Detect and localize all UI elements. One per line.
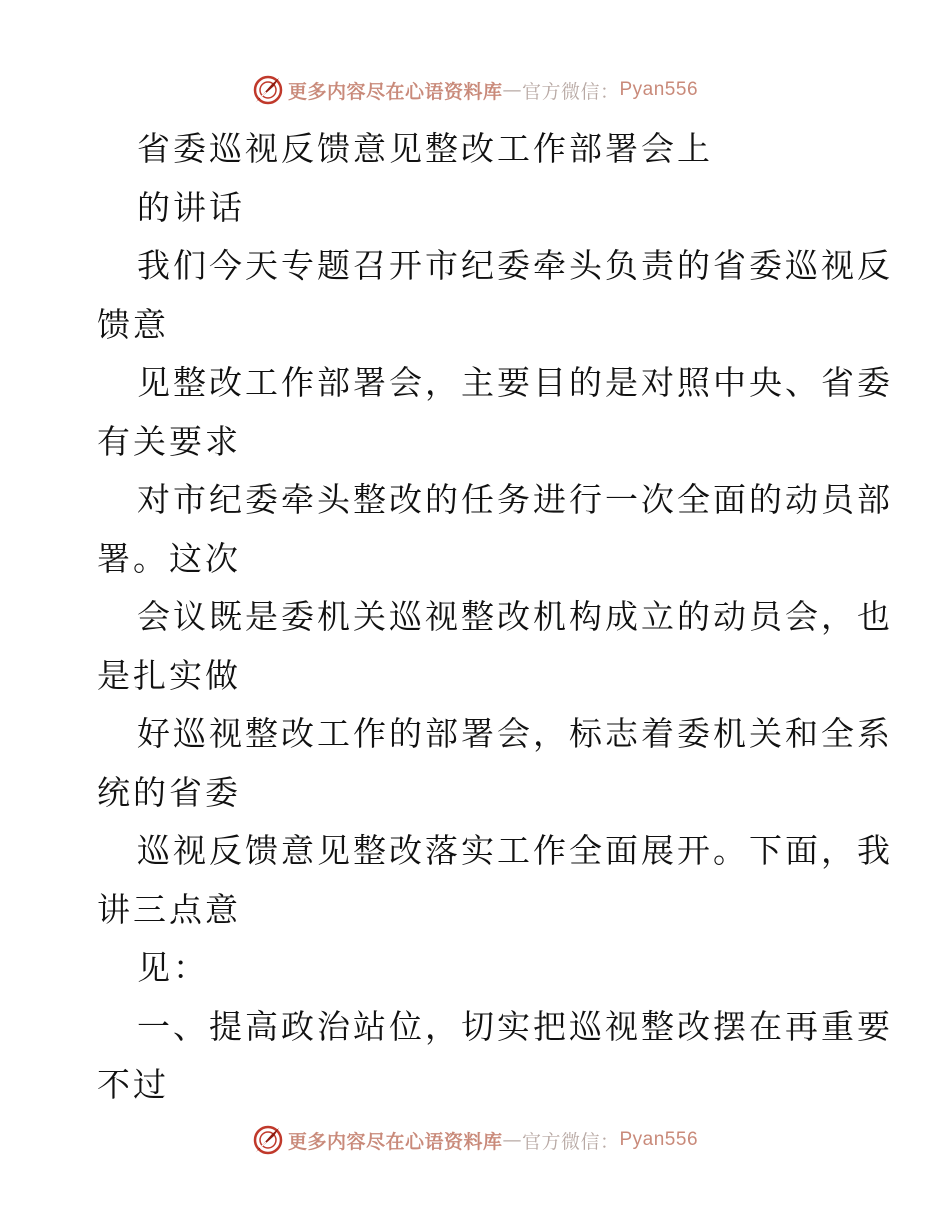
text-line: 见： xyxy=(137,948,209,987)
watermark-wechat-label: 官方微信： xyxy=(521,80,620,103)
text-line: 统的省委 xyxy=(97,772,241,812)
footer-watermark xyxy=(0,1120,950,1160)
text-line: 好巡视整改工作的部署会，标志着委机关和全系 xyxy=(137,714,893,753)
header-watermark xyxy=(0,70,950,110)
text-line: 的讲话 xyxy=(137,187,245,227)
text-line: 不过 xyxy=(97,1065,169,1104)
text-line: 对市纪委牵头整改的任务进行一次全面的动员部 xyxy=(137,480,893,519)
watermark-site-text: 更多内容尽在心语资料库 xyxy=(287,80,503,103)
text-line: 有关要求 xyxy=(97,421,241,461)
quill-logo-icon xyxy=(252,74,284,106)
text-line: 署。这次 xyxy=(97,538,241,578)
quill-logo-icon xyxy=(252,1124,284,1156)
text-line: 我们今天专题召开市纪委牵头负责的省委巡视反 xyxy=(137,246,893,285)
text-line: 省委巡视反馈意见整改工作部署会上 xyxy=(137,129,713,168)
document-body xyxy=(97,120,893,1115)
text-line: 馈意 xyxy=(97,304,169,344)
text-line: 是扎实做 xyxy=(97,655,241,695)
watermark-separator: — xyxy=(502,79,522,101)
text-line: 会议既是委机关巡视整改机构成立的动员会，也 xyxy=(137,597,893,636)
text-line: 见整改工作部署会，主要目的是对照中央、省委 xyxy=(137,363,893,402)
text-line: 一、提高政治站位，切实把巡视整改摆在再重要 xyxy=(137,1006,893,1046)
watermark-site-text: 更多内容尽在心语资料库 xyxy=(287,1130,503,1153)
watermark-wechat-label: 官方微信： xyxy=(521,1130,620,1153)
watermark-wechat-id: Pyan556 xyxy=(619,79,699,100)
watermark-wechat-id: Pyan556 xyxy=(619,1129,699,1150)
text-line: 讲三点意 xyxy=(97,889,241,929)
watermark-separator: — xyxy=(502,1129,522,1151)
text-line: 巡视反馈意见整改落实工作全面展开。下面，我 xyxy=(137,831,893,870)
